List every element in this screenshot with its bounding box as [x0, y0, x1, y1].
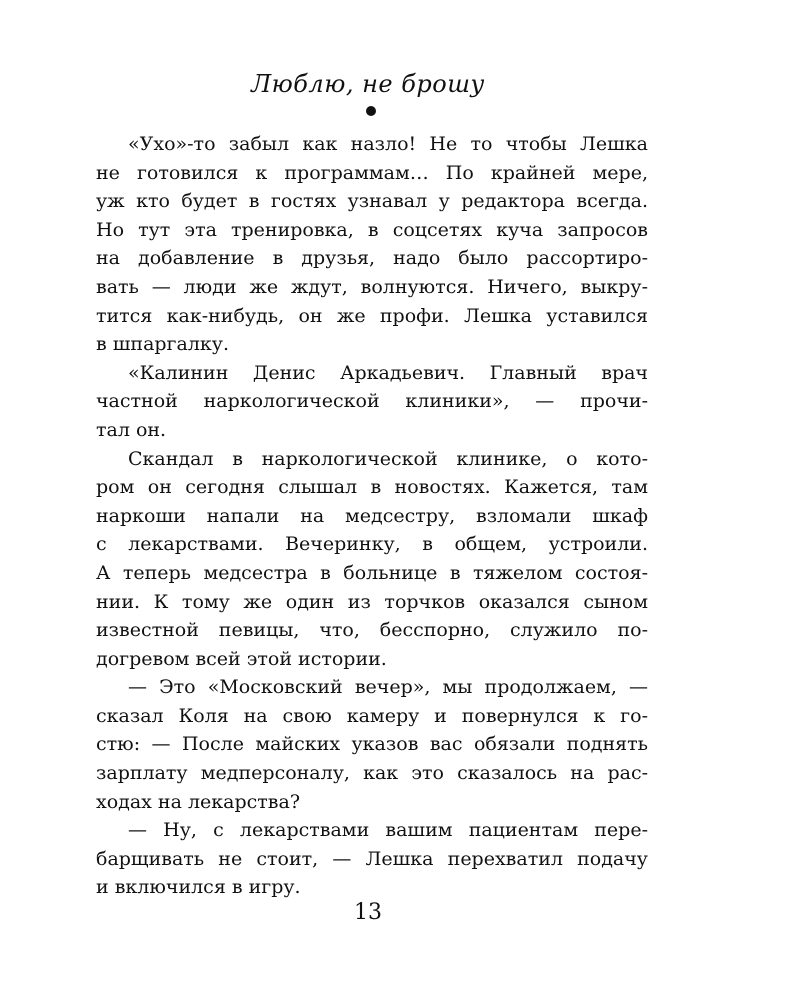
text-line: догревом всей этой истории. [96, 647, 387, 670]
text-line: «Ухо»-то забыл как назло! Не то чтобы Лешка [128, 133, 648, 155]
body-text [96, 130, 648, 902]
text-line: зарплату медперсоналу, как это сказалось на рас- [96, 762, 648, 785]
text-line: сказал Коля на свою камеру и повернулся к го- [96, 704, 648, 727]
text-line: тал он. [96, 418, 167, 441]
text-line: ходах на лекарства? [96, 790, 301, 813]
running-head: Люблю, не брошу [251, 70, 485, 98]
text-line: ром он сегодня слышал в новостях. Кажется, там [96, 476, 648, 499]
text-line: вать — люди же ждут, волнуются. Ничего, выкру- [96, 275, 648, 298]
paragraph [96, 359, 648, 445]
text-line: «Калинин Денис Аркадьевич. Главный врач [128, 361, 648, 384]
text-line: и включился в игру. [96, 876, 301, 899]
text-line: с лекарствами. Вечеринку, в общем, устроили. [96, 533, 648, 556]
text-line: наркоши напали на медсестру, взломали шкаф [96, 504, 648, 527]
text-line: на добавление в друзья, надо было рассортиро- [96, 247, 648, 270]
paragraph [96, 445, 648, 674]
page-number: 13 [354, 900, 382, 925]
text-line: Но тут эта тренировка, в соцсетях куча запросов [96, 218, 648, 241]
paragraph [96, 816, 648, 902]
text-line: Скандал в наркологической клинике, о кото- [128, 447, 648, 470]
text-line: стю: — После майских указов вас обязали поднять [96, 733, 648, 756]
paragraph [96, 130, 648, 359]
text-line: в шпаргалку. [96, 333, 229, 356]
text-line: — Это «Московский вечер», мы продолжаем, — [128, 676, 648, 699]
text-line: частной наркологической клиники», — прочи- [96, 390, 648, 413]
ornament-dot [366, 106, 376, 116]
text-line: — Ну, с лекарствами вашим пациентам пере- [128, 819, 648, 842]
text-line: тится как-нибудь, он же профи. Лешка уставился [96, 304, 648, 327]
text-line: А теперь медсестра в больнице в тяжелом состоя- [96, 561, 648, 584]
text-line: уж кто будет в гостях узнавал у редактора всегда. [96, 190, 648, 213]
text-line: барщивать не стоит, — Лешка перехватил подачу [96, 847, 648, 870]
text-line: известной певицы, что, бесспорно, служило по- [96, 619, 648, 642]
text-line: нии. К тому же один из торчков оказался сыном [96, 590, 648, 613]
paragraph [96, 673, 648, 816]
text-line: не готовился к программам… По крайней мере, [96, 161, 648, 184]
